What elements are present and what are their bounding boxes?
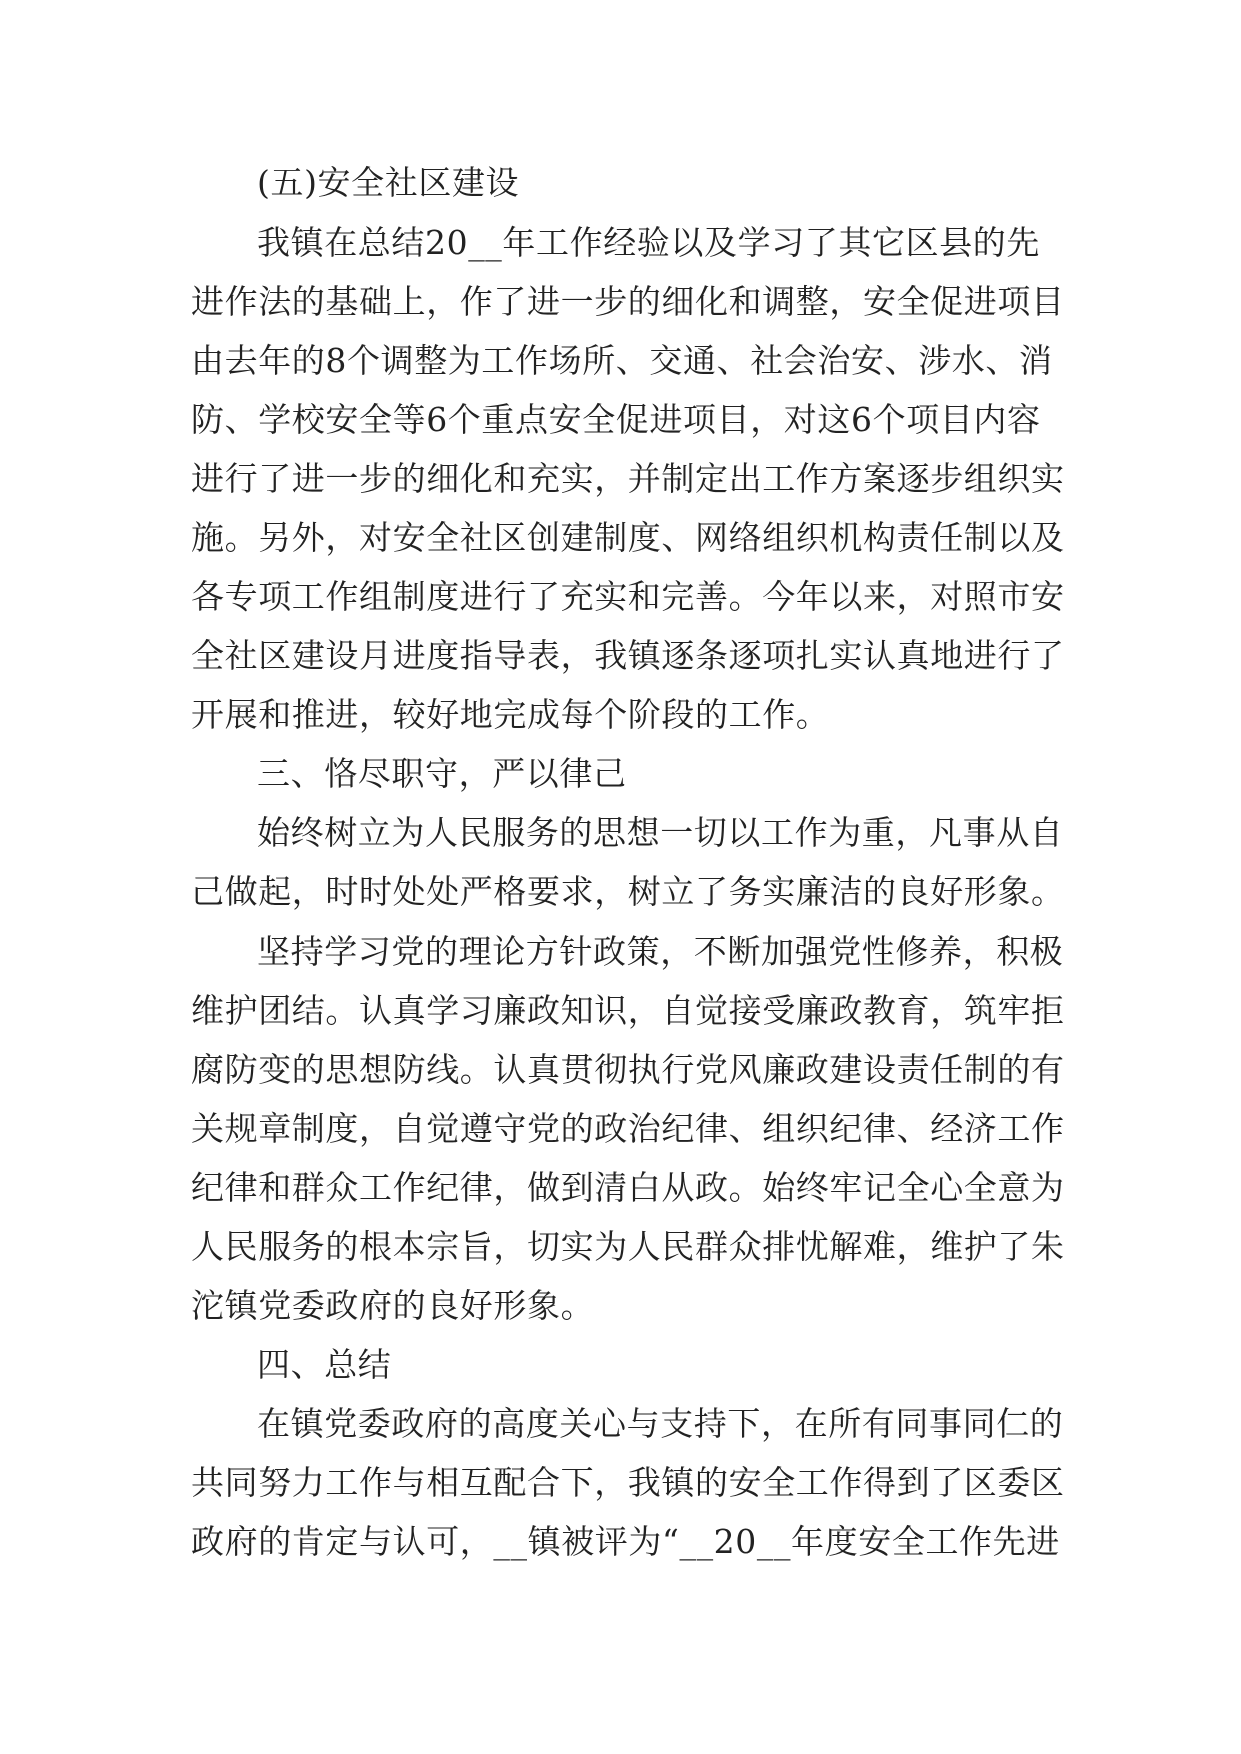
paragraph-line: 始终树立为人民服务的思想一切以工作为重，凡事从自 — [257, 813, 1064, 852]
paragraph-line: 各专项工作组制度进行了充实和完善。今年以来，对照市安 — [191, 577, 1065, 616]
paragraph-line: 全社区建设月进度指导表，我镇逐条逐项扎实认真地进行了 — [191, 636, 1065, 675]
paragraph-line: 进作法的基础上，作了进一步的细化和调整，安全促进项目 — [191, 282, 1065, 321]
section-heading: (五)安全社区建设 — [257, 163, 520, 202]
paragraph-line: 关规章制度，自觉遵守党的政治纪律、组织纪律、经济工作 — [191, 1109, 1065, 1148]
paragraph-line: 沱镇党委政府的良好形象。 — [191, 1286, 595, 1325]
paragraph-line: 进行了进一步的细化和充实，并制定出工作方案逐步组织实 — [191, 459, 1065, 498]
paragraph-line: 政府的肯定与认可，__镇被评为“__20__年度安全工作先进 — [191, 1522, 1060, 1561]
paragraph-line: 腐防变的思想防线。认真贯彻执行党风廉政建设责任制的有 — [191, 1050, 1065, 1089]
paragraph-line: 施。另外，对安全社区创建制度、网络组织机构责任制以及 — [191, 518, 1065, 557]
paragraph-line: 共同努力工作与相互配合下，我镇的安全工作得到了区委区 — [191, 1463, 1065, 1502]
section-heading: 三、恪尽职守，严以律己 — [257, 754, 627, 793]
paragraph-line: 由去年的8个调整为工作场所、交通、社会治安、涉水、消 — [191, 341, 1053, 380]
paragraph-line: 在镇党委政府的高度关心与支持下，在所有同事同仁的 — [257, 1404, 1064, 1443]
paragraph-line: 我镇在总结20__年工作经验以及学习了其它区县的先 — [257, 223, 1040, 262]
paragraph-line: 己做起，时时处处严格要求，树立了务实廉洁的良好形象。 — [191, 872, 1065, 911]
paragraph-line: 防、学校安全等6个重点安全促进项目，对这6个项目内容 — [191, 400, 1041, 439]
paragraph-line: 维护团结。认真学习廉政知识，自觉接受廉政教育，筑牢拒 — [191, 991, 1065, 1030]
paragraph-line: 纪律和群众工作纪律，做到清白从政。始终牢记全心全意为 — [191, 1168, 1065, 1207]
paragraph-line: 开展和推进，较好地完成每个阶段的工作。 — [191, 695, 830, 734]
paragraph-line: 人民服务的根本宗旨，切实为人民群众排忧解难，维护了朱 — [191, 1227, 1065, 1266]
paragraph-line: 坚持学习党的理论方针政策，不断加强党性修养，积极 — [257, 932, 1064, 971]
section-heading: 四、总结 — [257, 1345, 392, 1384]
